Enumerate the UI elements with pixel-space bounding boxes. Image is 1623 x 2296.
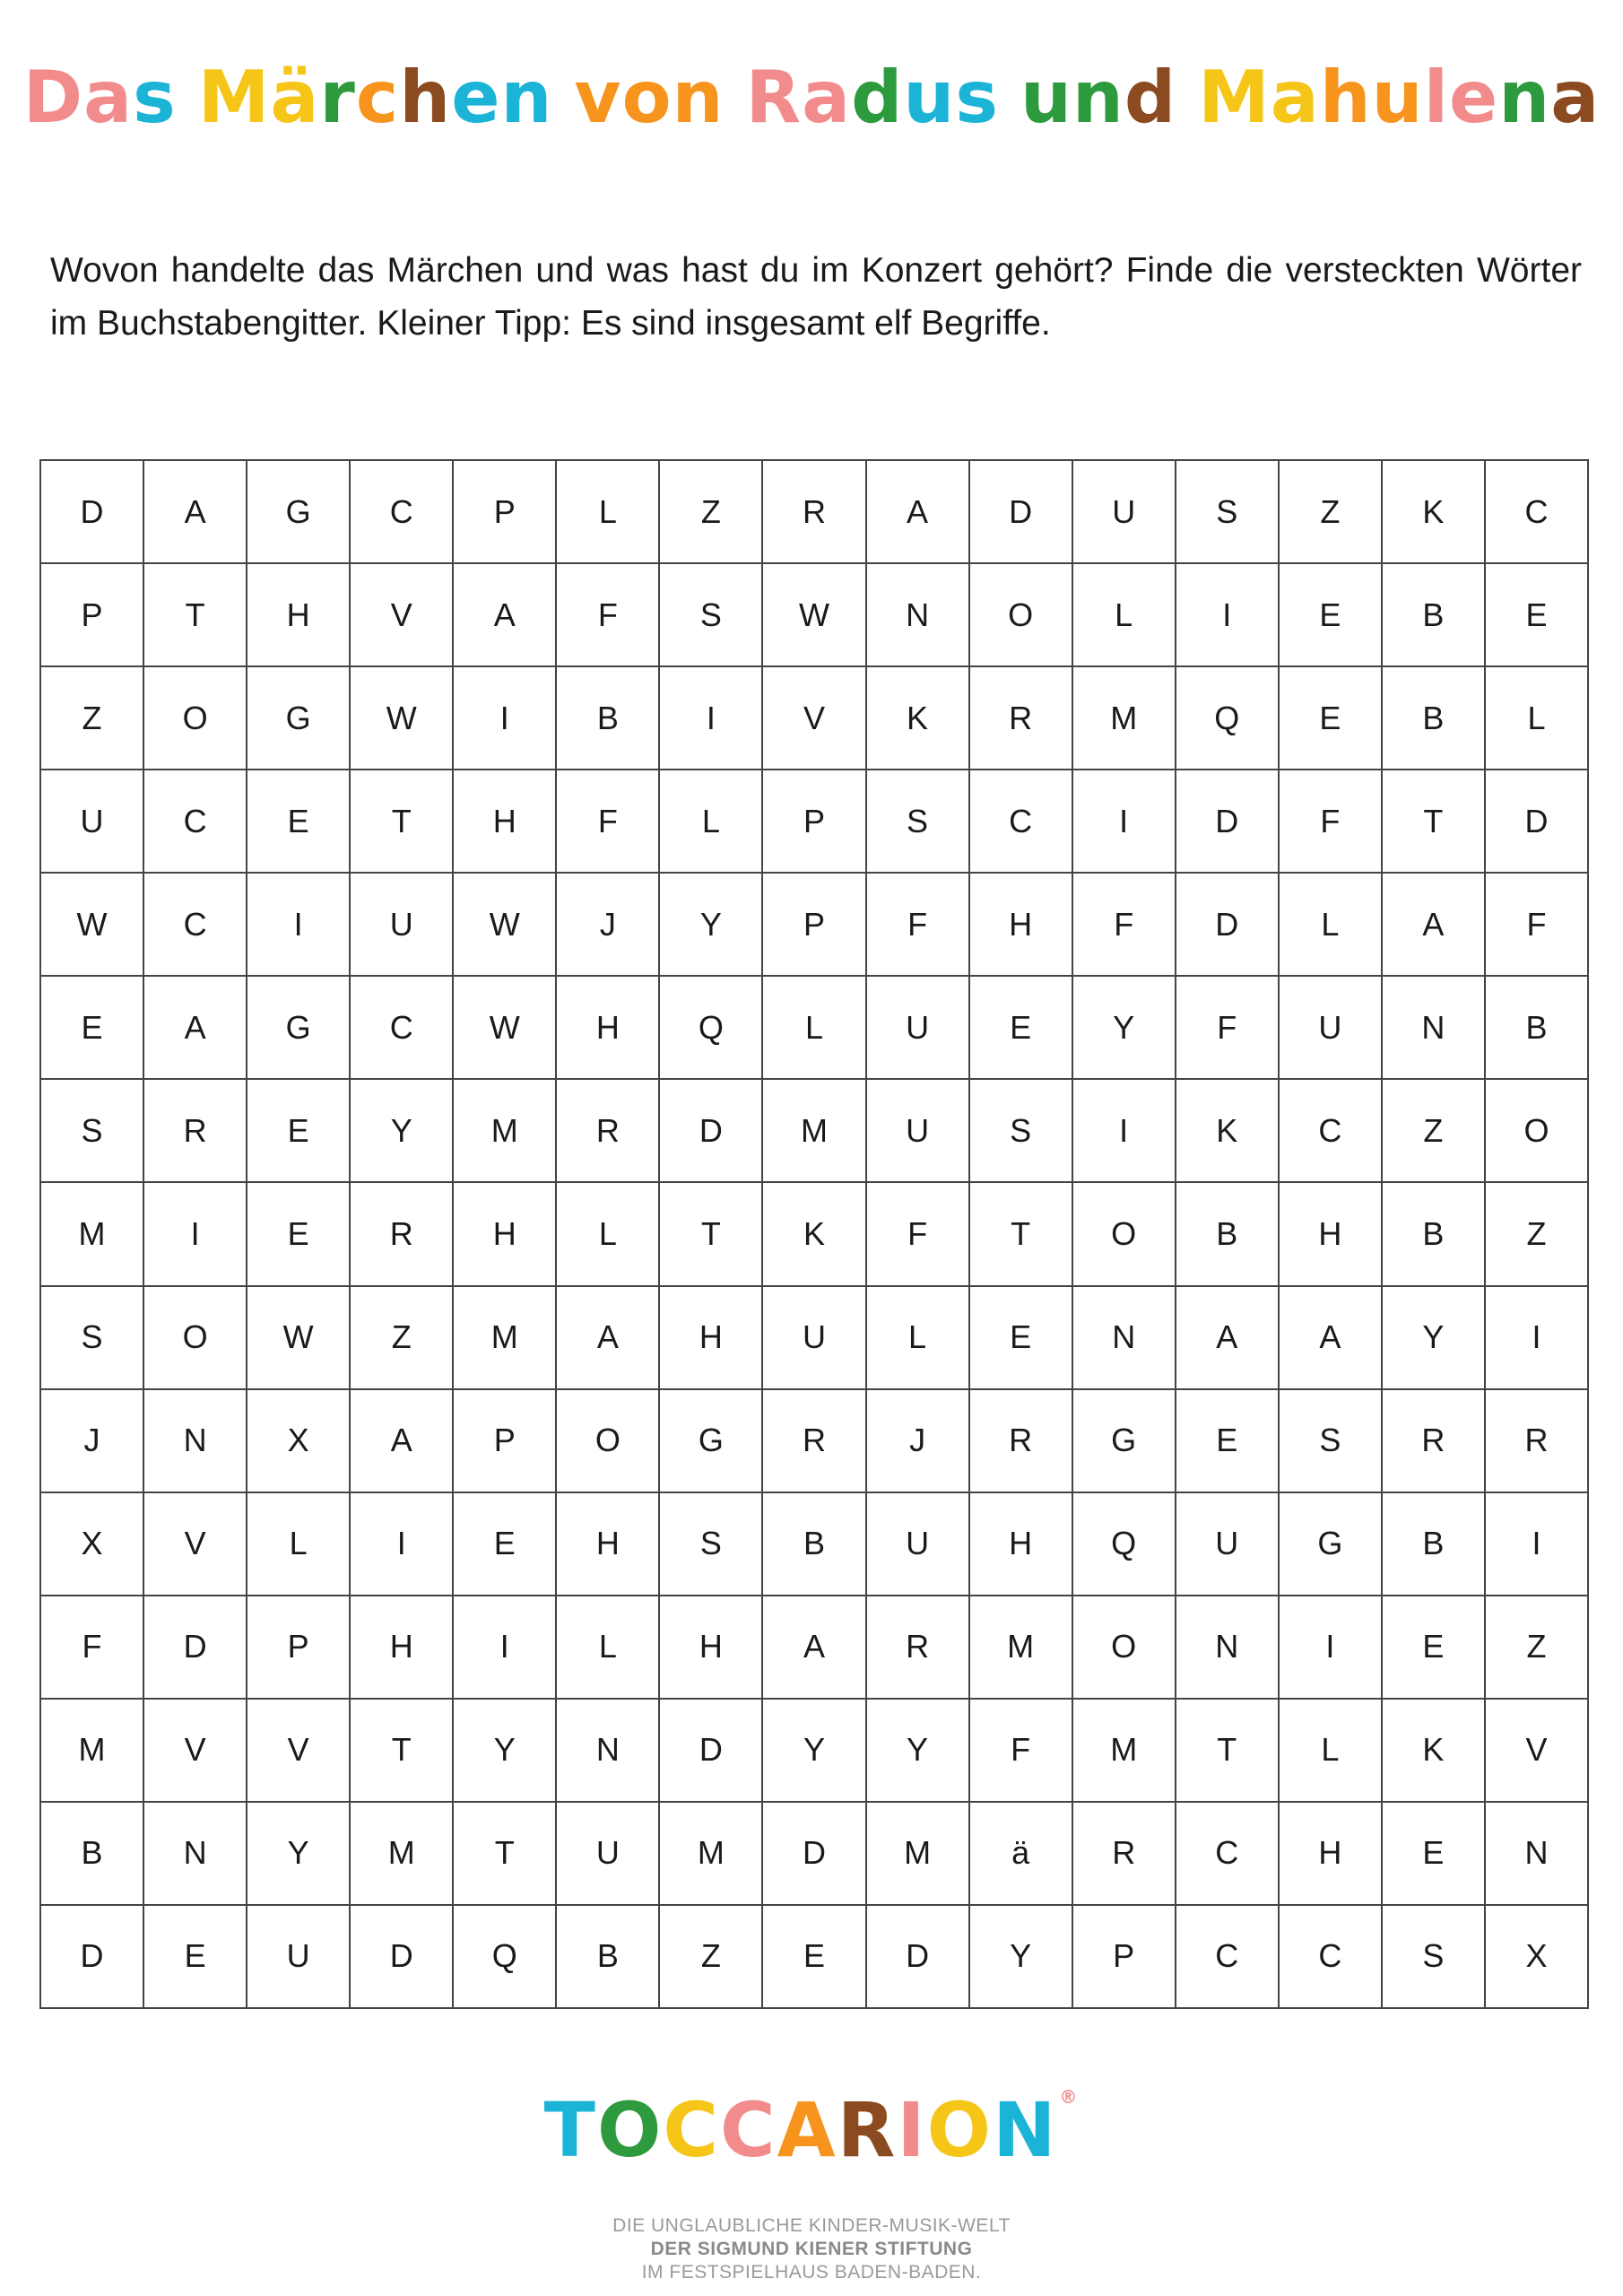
grid-cell[interactable]: E [247,1080,351,1183]
grid-cell[interactable]: Z [1486,1596,1589,1700]
grid-cell[interactable]: E [970,1287,1073,1390]
grid-cell[interactable]: F [1176,977,1280,1080]
grid-cell[interactable]: Q [660,977,763,1080]
grid-cell[interactable]: B [1383,1183,1486,1286]
grid-cell[interactable]: I [454,667,557,770]
grid-cell[interactable]: U [557,1803,660,1906]
grid-cell[interactable]: F [970,1700,1073,1803]
grid-cell[interactable]: M [454,1287,557,1390]
grid-cell[interactable]: A [454,564,557,667]
grid-cell[interactable]: A [1383,874,1486,977]
grid-cell[interactable]: B [41,1803,144,1906]
grid-cell[interactable]: Z [1486,1183,1589,1286]
grid-cell[interactable]: S [1383,1906,1486,2009]
grid-cell[interactable]: G [247,461,351,564]
grid-cell[interactable]: D [660,1080,763,1183]
grid-cell[interactable]: U [1280,977,1383,1080]
grid-cell[interactable]: P [247,1596,351,1700]
grid-cell[interactable]: N [144,1803,247,1906]
grid-cell[interactable]: G [1073,1390,1176,1493]
grid-cell[interactable]: N [1073,1287,1176,1390]
grid-cell[interactable]: B [1383,564,1486,667]
grid-cell[interactable]: N [144,1390,247,1493]
grid-cell[interactable]: I [454,1596,557,1700]
grid-cell[interactable]: O [1073,1183,1176,1286]
grid-cell[interactable]: G [247,667,351,770]
grid-cell[interactable]: S [660,1493,763,1596]
logo-tagline-2: DER SIGMUND KIENER STIFTUNG [650,2239,973,2259]
title-letter: d [851,56,904,139]
grid-cell[interactable]: P [454,461,557,564]
title-letter: e [1449,56,1499,139]
grid-cell[interactable]: R [1486,1390,1589,1493]
grid-cell[interactable]: V [763,667,866,770]
grid-cell[interactable]: I [1280,1596,1383,1700]
grid-cell[interactable]: X [247,1390,351,1493]
grid-cell[interactable]: H [660,1596,763,1700]
title-letter: a [1550,56,1601,139]
grid-cell[interactable]: U [247,1906,351,2009]
grid-cell[interactable]: S [970,1080,1073,1183]
grid-cell[interactable]: J [557,874,660,977]
grid-cell[interactable]: C [351,977,454,1080]
title-letter: s [955,56,999,139]
grid-cell[interactable]: I [247,874,351,977]
grid-cell[interactable]: U [763,1287,866,1390]
grid-cell[interactable]: H [454,770,557,874]
logo-letter: O [926,2086,994,2174]
grid-cell[interactable]: C [1280,1080,1383,1183]
grid-cell[interactable]: D [1486,770,1589,874]
instructions-text: Wovon handelte das Märchen und was hast du im Konzert gehört? Finde die versteckten Wörter im Buchstabengitter. Kleiner Tipp: Es sind insgesamt elf Begriffe. [50,251,1582,343]
grid-cell[interactable]: D [660,1700,763,1803]
grid-cell[interactable]: Y [660,874,763,977]
grid-cell[interactable]: N [1383,977,1486,1080]
grid-cell[interactable]: C [144,874,247,977]
grid-cell[interactable]: M [763,1080,866,1183]
grid-cell[interactable]: F [1486,874,1589,977]
grid-cell[interactable]: W [351,667,454,770]
grid-cell[interactable]: E [1280,564,1383,667]
title-letter: h [1319,56,1372,139]
grid-cell[interactable]: L [1486,667,1589,770]
grid-cell[interactable]: N [1486,1803,1589,1906]
grid-cell[interactable]: H [454,1183,557,1286]
grid-cell[interactable]: T [144,564,247,667]
logo-letter: O [596,2086,664,2174]
grid-cell[interactable]: L [557,461,660,564]
grid-cell[interactable]: C [1176,1803,1280,1906]
grid-cell[interactable]: E [1383,1803,1486,1906]
grid-cell[interactable]: R [763,1390,866,1493]
title-letter: n [500,56,553,139]
grid-cell[interactable]: W [454,977,557,1080]
title-letter: h [399,56,452,139]
grid-cell[interactable]: R [867,1596,970,1700]
title-letter: D [22,56,84,139]
grid-cell[interactable]: H [557,977,660,1080]
grid-cell[interactable]: P [41,564,144,667]
grid-cell[interactable]: N [1176,1596,1280,1700]
grid-cell[interactable]: Z [351,1287,454,1390]
grid-cell[interactable]: X [41,1493,144,1596]
grid-cell[interactable]: I [660,667,763,770]
grid-cell[interactable]: E [247,1183,351,1286]
grid-cell[interactable]: W [454,874,557,977]
grid-cell[interactable]: Y [351,1080,454,1183]
grid-cell[interactable]: T [1176,1700,1280,1803]
grid-cell[interactable]: I [351,1493,454,1596]
grid-cell[interactable]: Z [660,1906,763,2009]
grid-cell[interactable]: X [1486,1906,1589,2009]
page-title [0,56,1623,139]
title-letter: n [672,56,725,139]
grid-cell[interactable]: E [763,1906,866,2009]
grid-cell[interactable]: C [1176,1906,1280,2009]
title-letter: u [1371,56,1424,139]
grid-cell[interactable]: A [557,1287,660,1390]
title-letter: u [1020,56,1072,139]
grid-cell[interactable]: S [41,1080,144,1183]
grid-cell[interactable]: E [1280,667,1383,770]
grid-cell[interactable]: R [351,1183,454,1286]
grid-cell[interactable]: A [763,1596,866,1700]
grid-cell[interactable]: E [970,977,1073,1080]
grid-cell[interactable]: O [1073,1596,1176,1700]
grid-cell[interactable]: I [1073,1080,1176,1183]
toccarion-logo [0,2086,1623,2174]
grid-cell[interactable]: F [867,1183,970,1286]
grid-cell[interactable]: Y [1383,1287,1486,1390]
word-search-grid [39,459,1589,2009]
grid-cell[interactable]: V [144,1700,247,1803]
grid-cell[interactable]: P [1073,1906,1176,2009]
grid-cell[interactable]: E [1486,564,1589,667]
grid-cell[interactable]: K [1176,1080,1280,1183]
grid-cell[interactable]: I [1486,1493,1589,1596]
grid-cell[interactable]: Y [763,1700,866,1803]
grid-cell[interactable]: L [1280,1700,1383,1803]
grid-cell[interactable]: U [867,977,970,1080]
grid-cell[interactable]: T [1383,770,1486,874]
grid-cell[interactable]: S [41,1287,144,1390]
title-letter: a [802,56,852,139]
grid-cell[interactable]: L [247,1493,351,1596]
title-letter: n [1072,56,1124,139]
grid-cell[interactable]: B [1383,1493,1486,1596]
logo-letter: C [663,2086,721,2174]
grid-cell[interactable]: R [144,1080,247,1183]
grid-cell[interactable]: E [1383,1596,1486,1700]
grid-cell[interactable]: C [1280,1906,1383,2009]
grid-cell[interactable]: U [867,1080,970,1183]
grid-cell[interactable]: K [867,667,970,770]
grid-cell[interactable]: B [1383,667,1486,770]
grid-cell[interactable]: Z [1280,461,1383,564]
grid-cell[interactable]: W [763,564,866,667]
grid-cell[interactable]: H [970,1493,1073,1596]
grid-cell[interactable]: T [351,1700,454,1803]
grid-cell[interactable]: Y [1073,977,1176,1080]
grid-cell[interactable]: M [1073,1700,1176,1803]
grid-cell[interactable]: D [763,1803,866,1906]
title-letter: M [1198,56,1271,139]
grid-cell[interactable]: O [144,667,247,770]
grid-cell[interactable]: K [1383,1700,1486,1803]
grid-cell[interactable]: R [1073,1803,1176,1906]
grid-cell[interactable]: Q [1073,1493,1176,1596]
grid-cell[interactable]: L [763,977,866,1080]
grid-cell[interactable]: Y [247,1803,351,1906]
grid-cell[interactable]: Y [867,1700,970,1803]
grid-cell[interactable]: N [557,1700,660,1803]
grid-cell[interactable]: L [1280,874,1383,977]
grid-cell[interactable]: Q [1176,667,1280,770]
grid-cell[interactable]: B [557,1906,660,2009]
logo-tagline-1: DIE UNGLAUBLICHE KINDER-MUSIK-WELT [612,2215,1011,2236]
logo-letter: T [543,2086,597,2174]
grid-cell[interactable]: T [351,770,454,874]
grid-cell[interactable]: O [1486,1080,1589,1183]
title-letter: s [133,56,177,139]
grid-cell[interactable]: O [144,1287,247,1390]
grid-cell[interactable]: F [1280,770,1383,874]
grid-cell[interactable]: E [144,1906,247,2009]
grid-cell[interactable]: P [454,1390,557,1493]
title-letter: c [355,56,400,139]
grid-cell[interactable]: V [351,564,454,667]
grid-cell[interactable]: B [557,667,660,770]
grid-cell[interactable]: D [351,1906,454,2009]
grid-cell[interactable]: I [1073,770,1176,874]
grid-cell[interactable]: Z [660,461,763,564]
grid-cell[interactable]: U [867,1493,970,1596]
grid-cell[interactable]: G [247,977,351,1080]
logo-tagline-3: IM FESTSPIELHAUS BADEN-BADEN. [641,2262,982,2283]
grid-cell[interactable]: V [144,1493,247,1596]
grid-cell[interactable]: S [1176,461,1280,564]
grid-cell[interactable]: A [144,977,247,1080]
grid-cell[interactable]: H [557,1493,660,1596]
logo-letter: N [993,2086,1058,2174]
grid-cell[interactable]: D [1176,874,1280,977]
grid-cell[interactable]: L [867,1287,970,1390]
grid-cell[interactable]: B [1176,1183,1280,1286]
grid-cell[interactable]: D [41,1906,144,2009]
grid-cell[interactable]: Q [454,1906,557,2009]
grid-cell[interactable]: J [867,1390,970,1493]
grid-cell[interactable]: A [144,461,247,564]
grid-cell[interactable]: V [247,1700,351,1803]
grid-cell[interactable]: R [970,667,1073,770]
grid-cell[interactable]: L [557,1596,660,1700]
logo-letter: I [897,2086,927,2174]
grid-cell[interactable]: H [660,1287,763,1390]
title-letter: l [1423,56,1450,139]
grid-cell[interactable]: N [867,564,970,667]
grid-cell[interactable]: R [1383,1390,1486,1493]
grid-cell[interactable]: P [763,874,866,977]
grid-cell[interactable]: S [867,770,970,874]
title-letter: r [319,56,356,139]
grid-cell[interactable]: T [454,1803,557,1906]
grid-cell[interactable]: M [1073,667,1176,770]
grid-cell[interactable]: C [351,461,454,564]
grid-cell[interactable]: M [41,1700,144,1803]
grid-cell[interactable]: O [557,1390,660,1493]
grid-cell[interactable]: W [247,1287,351,1390]
title-letter: R [745,56,803,139]
title-letter: n [1498,56,1551,139]
grid-cell[interactable]: A [1176,1287,1280,1390]
grid-cell[interactable]: R [763,461,866,564]
grid-cell[interactable]: C [1486,461,1589,564]
grid-cell[interactable]: O [970,564,1073,667]
grid-cell[interactable]: H [1280,1183,1383,1286]
grid-cell[interactable]: C [970,770,1073,874]
title-letter: u [903,56,956,139]
title-letter: M [197,56,271,139]
grid-cell[interactable]: U [41,770,144,874]
grid-cell[interactable]: H [247,564,351,667]
title-letter: v [574,56,622,139]
grid-cell[interactable]: H [970,874,1073,977]
grid-cell[interactable]: Z [41,667,144,770]
grid-cell[interactable]: A [1280,1287,1383,1390]
grid-cell[interactable]: W [41,874,144,977]
grid-cell[interactable]: V [1486,1700,1589,1803]
grid-cell[interactable]: S [1280,1390,1383,1493]
grid-cell[interactable]: M [41,1183,144,1286]
grid-cell[interactable]: F [557,564,660,667]
grid-cell[interactable]: F [867,874,970,977]
grid-cell[interactable]: C [144,770,247,874]
logo-letter: A [777,2086,838,2174]
grid-cell[interactable]: U [351,874,454,977]
grid-cell[interactable]: M [454,1080,557,1183]
grid-cell[interactable]: K [763,1183,866,1286]
grid-cell[interactable]: E [454,1493,557,1596]
grid-cell[interactable]: B [1486,977,1589,1080]
grid-cell[interactable]: A [867,461,970,564]
grid-cell[interactable]: L [1073,564,1176,667]
grid-cell[interactable]: E [247,770,351,874]
grid-cell[interactable]: A [351,1390,454,1493]
grid-cell[interactable]: T [660,1183,763,1286]
grid-cell[interactable]: D [1176,770,1280,874]
grid-cell[interactable]: J [41,1390,144,1493]
title-letter: d [1124,56,1177,139]
grid-cell[interactable]: F [557,770,660,874]
grid-cell[interactable]: F [41,1596,144,1700]
title-letter: a [1270,56,1320,139]
grid-cell[interactable]: K [1383,461,1486,564]
grid-cell[interactable]: Y [454,1700,557,1803]
title-letter: e [451,56,501,139]
grid-cell[interactable]: G [660,1390,763,1493]
grid-cell[interactable]: H [351,1596,454,1700]
grid-cell[interactable]: F [1073,874,1176,977]
grid-cell[interactable]: R [970,1390,1073,1493]
grid-cell[interactable]: T [970,1183,1073,1286]
grid-cell[interactable]: D [41,461,144,564]
grid-cell[interactable]: L [660,770,763,874]
grid-cell[interactable]: M [970,1596,1073,1700]
grid-cell[interactable]: M [660,1803,763,1906]
grid-cell[interactable]: H [1280,1803,1383,1906]
logo-letter: C [720,2086,777,2174]
grid-cell[interactable]: S [660,564,763,667]
grid-cell[interactable]: D [970,461,1073,564]
grid-cell[interactable]: I [1176,564,1280,667]
grid-cell[interactable]: U [1176,1493,1280,1596]
grid-cell[interactable]: P [763,770,866,874]
grid-cell[interactable]: R [557,1080,660,1183]
registered-mark: ® [1059,2086,1080,2108]
title-letter: ä [270,56,320,139]
grid-cell[interactable]: ä [970,1803,1073,1906]
grid-cell[interactable]: Z [1383,1080,1486,1183]
title-letter: o [621,56,673,139]
title-letter: a [83,56,134,139]
grid-cell[interactable]: D [144,1596,247,1700]
grid-cell[interactable]: G [1280,1493,1383,1596]
grid-cell[interactable]: E [41,977,144,1080]
grid-cell[interactable]: Y [970,1906,1073,2009]
grid-cell[interactable]: I [144,1183,247,1286]
grid-cell[interactable]: M [867,1803,970,1906]
grid-cell[interactable]: U [1073,461,1176,564]
grid-cell[interactable]: D [867,1906,970,2009]
grid-cell[interactable]: E [1176,1390,1280,1493]
grid-cell[interactable]: B [763,1493,866,1596]
grid-cell[interactable]: M [351,1803,454,1906]
logo-letter: R [837,2086,898,2174]
grid-cell[interactable]: L [557,1183,660,1286]
grid-cell[interactable]: I [1486,1287,1589,1390]
